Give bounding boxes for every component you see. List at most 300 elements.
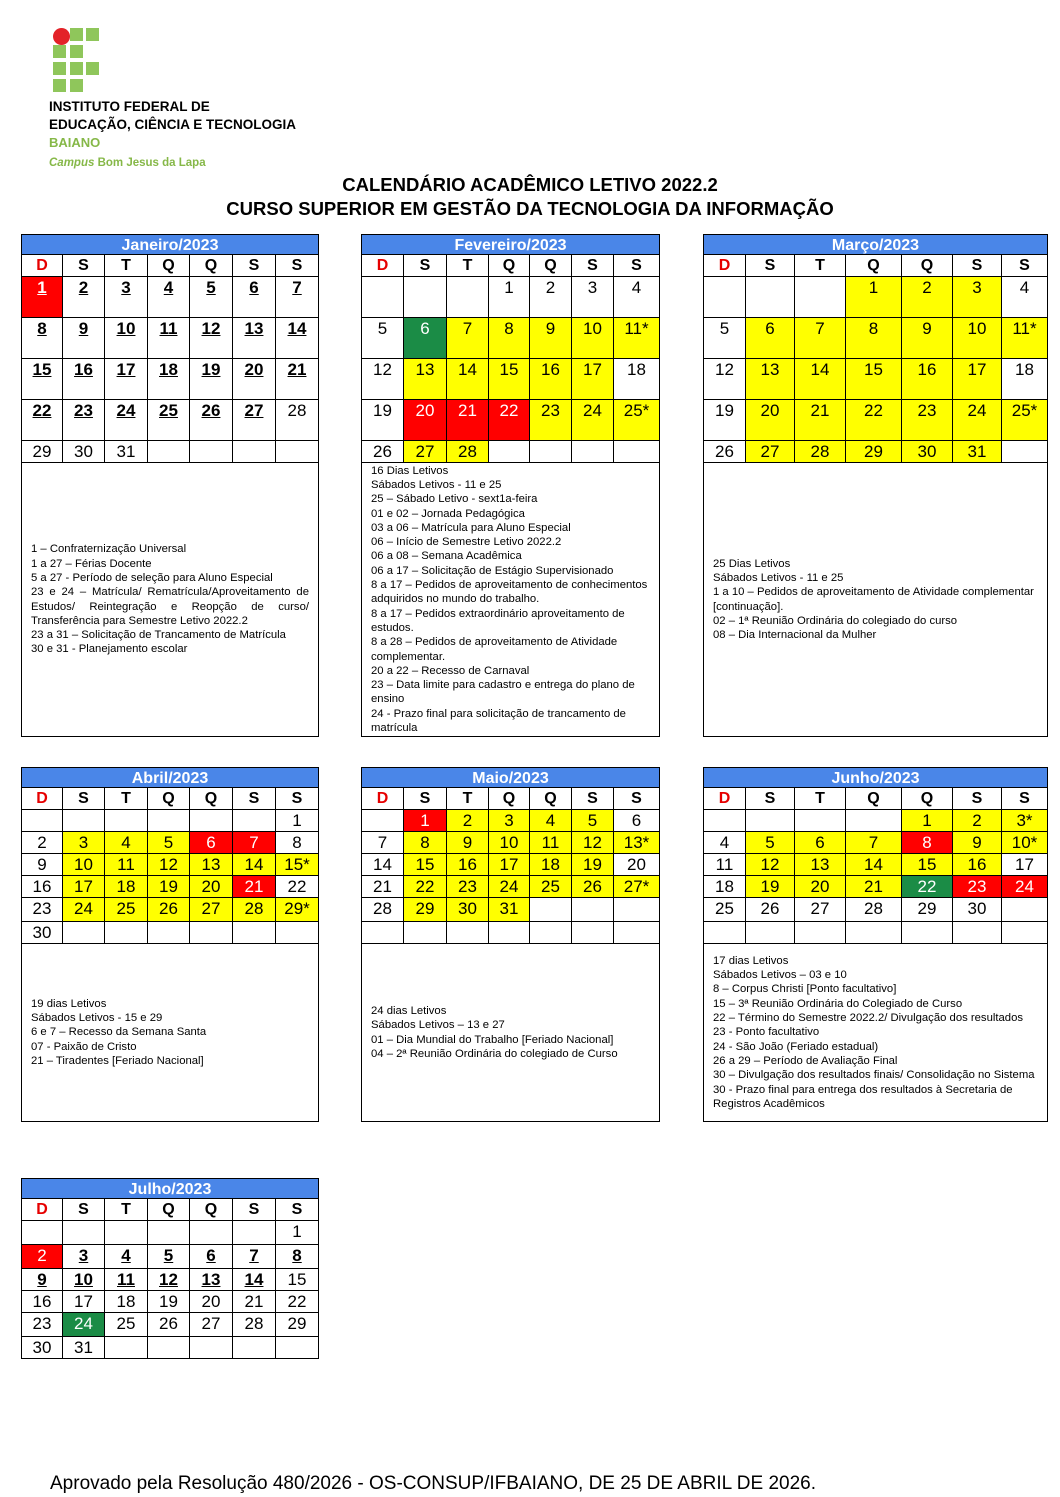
day-cell: 14 (276, 318, 319, 359)
day-cell: 11 (105, 854, 148, 876)
approval-footer: Aprovado pela Resolução 480/2026 - OS-CONSUP/IFBAIANO, DE 25 DE ABRIL DE 2026. (50, 1473, 817, 1494)
day-cell: 5 (572, 810, 614, 832)
note-line: 8 a 17 – Pedidos extraordinário aproveitamento de estudos. (371, 607, 628, 634)
note-line: 01 – Dia Mundial do Trabalho [Feriado Nacional] (371, 1033, 614, 1046)
note-line: 23 - Ponto facultativo (713, 1026, 820, 1039)
note-line: 24 - São João (Feriado estadual) (713, 1040, 879, 1053)
day-cell: 19 (703, 400, 746, 441)
empty-day-cell (276, 1337, 319, 1359)
day-cell: 1 (404, 810, 447, 832)
weekday-header: Q (902, 788, 953, 810)
day-cell: 4 (530, 810, 572, 832)
day-cell: 1 (276, 810, 319, 832)
day-cell: 6 (795, 832, 846, 854)
note-line: 01 e 02 – Jornada Pedagógica (371, 507, 525, 520)
empty-day-cell (572, 441, 614, 463)
note-line: 15 – 3ª Reunião Ordinária do Colegiado de Curso (713, 997, 963, 1010)
empty-day-cell (795, 922, 846, 944)
day-cell: 11* (1002, 318, 1048, 359)
day-cell: 16 (953, 854, 1002, 876)
day-cell: 10 (953, 318, 1002, 359)
day-cell: 10 (63, 854, 105, 876)
day-cell: 8 (902, 832, 953, 854)
weekday-header: D (361, 788, 404, 810)
day-cell: 10 (572, 318, 614, 359)
weekday-header: S (614, 255, 660, 277)
empty-day-cell (614, 922, 660, 944)
day-cell: 24 (63, 1313, 105, 1337)
day-cell: 6 (190, 832, 233, 854)
empty-day-cell (746, 277, 795, 318)
day-cell: 22 (404, 876, 447, 898)
day-cell: 20 (233, 359, 276, 400)
day-cell: 10* (1002, 832, 1048, 854)
weekday-header: Q (148, 788, 190, 810)
day-cell: 18 (105, 876, 148, 898)
day-cell: 6 (746, 318, 795, 359)
day-cell: 17 (1002, 854, 1048, 876)
weekday-header: S (404, 255, 447, 277)
day-cell: 10 (63, 1269, 105, 1291)
month-header: Janeiro/2023 (21, 234, 319, 255)
weekday-header: Q (489, 255, 530, 277)
day-cell: 12 (148, 1269, 190, 1291)
note-line: 24 dias Letivos (371, 1004, 447, 1017)
day-cell: 19 (190, 359, 233, 400)
day-cell: 22 (21, 400, 63, 441)
day-cell: 3 (63, 1245, 105, 1269)
empty-day-cell (902, 922, 953, 944)
day-cell: 5 (148, 832, 190, 854)
day-cell: 20 (746, 400, 795, 441)
day-cell: 25 (105, 898, 148, 922)
weekday-header: S (746, 255, 795, 277)
day-cell: 2 (21, 1245, 63, 1269)
month-notes (361, 463, 660, 737)
day-cell: 4 (105, 1245, 148, 1269)
note-line: 06 a 08 – Semana Acadêmica (371, 550, 522, 563)
day-cell: 6 (614, 810, 660, 832)
weekday-header: T (105, 1199, 148, 1221)
day-cell: 4 (105, 832, 148, 854)
weekday-header: Q (846, 255, 902, 277)
day-cell: 5 (361, 318, 404, 359)
day-cell: 13 (190, 1269, 233, 1291)
weekday-header: D (703, 255, 746, 277)
note-line: 1 a 10 – Pedidos de aproveitamento de Atividade complementar [continuação]. (713, 586, 1038, 613)
weekday-header: S (63, 255, 105, 277)
day-cell: 1 (489, 277, 530, 318)
day-cell: 29 (404, 898, 447, 922)
empty-day-cell (1002, 898, 1048, 922)
day-cell: 19 (148, 876, 190, 898)
day-cell: 21 (233, 876, 276, 898)
weekday-header: S (614, 788, 660, 810)
weekday-header: Q (489, 788, 530, 810)
day-cell: 24 (63, 898, 105, 922)
day-cell: 11 (530, 832, 572, 854)
note-line: 25 Dias Letivos (713, 557, 791, 570)
day-cell: 17 (489, 854, 530, 876)
day-cell: 16 (63, 359, 105, 400)
day-cell: 12 (703, 359, 746, 400)
empty-day-cell (233, 922, 276, 944)
day-cell: 31 (105, 441, 148, 463)
weekday-header: Q (190, 1199, 233, 1221)
weekday-header: S (233, 255, 276, 277)
note-line: 8 a 28 – Pedidos de aproveitamento de Atividade complementar. (371, 636, 621, 663)
day-cell: 1 (21, 277, 63, 318)
day-cell: 21 (233, 1291, 276, 1313)
day-cell: 9 (447, 832, 489, 854)
note-line: 08 – Dia Internacional da Mulher (713, 629, 877, 642)
day-cell: 28 (846, 898, 902, 922)
day-cell: 15 (276, 1269, 319, 1291)
empty-day-cell (795, 810, 846, 832)
month-header: Março/2023 (703, 234, 1048, 255)
day-cell: 14 (795, 359, 846, 400)
day-cell: 7 (233, 832, 276, 854)
empty-day-cell (21, 1221, 63, 1245)
day-cell: 20 (614, 854, 660, 876)
day-cell: 3 (105, 277, 148, 318)
day-cell: 25 (148, 400, 190, 441)
day-cell: 29 (902, 898, 953, 922)
day-cell: 18 (530, 854, 572, 876)
day-cell: 9 (530, 318, 572, 359)
day-cell: 17 (63, 876, 105, 898)
day-cell: 13 (233, 318, 276, 359)
day-cell: 15 (489, 359, 530, 400)
weekday-header: T (105, 255, 148, 277)
empty-day-cell (361, 922, 404, 944)
day-cell: 8 (276, 1245, 319, 1269)
day-cell: 26 (148, 1313, 190, 1337)
day-cell: 27 (795, 898, 846, 922)
campus-label (49, 155, 206, 172)
note-line: Sábados Letivos – 13 e 27 (371, 1019, 505, 1032)
day-cell: 8 (846, 318, 902, 359)
day-cell: 5 (746, 832, 795, 854)
institution-line-2: EDUCAÇÃO, CIÊNCIA E TECNOLOGIA (49, 117, 297, 132)
weekday-header: S (276, 255, 319, 277)
day-cell: 2 (530, 277, 572, 318)
note-line: 23 e 24 – Matrícula/ Rematrícula/Aproveitamento de Estudos/ Reintegração e Reopção de curso/ Transferência para Semestre Letivo 2022.2 (31, 586, 313, 627)
empty-day-cell (530, 922, 572, 944)
empty-day-cell (703, 277, 746, 318)
day-cell: 29 (21, 441, 63, 463)
month-header: Fevereiro/2023 (361, 234, 660, 255)
day-cell: 29 (276, 1313, 319, 1337)
day-cell: 27* (614, 876, 660, 898)
day-cell: 7 (233, 1245, 276, 1269)
day-cell: 6 (233, 277, 276, 318)
weekday-header: T (447, 788, 489, 810)
day-cell: 18 (1002, 359, 1048, 400)
day-cell: 4 (148, 277, 190, 318)
day-cell: 20 (190, 1291, 233, 1313)
empty-day-cell (63, 1221, 105, 1245)
note-line: 30 – Divulgação dos resultados finais/ Consolidação no Sistema (713, 1069, 1035, 1082)
empty-day-cell (746, 922, 795, 944)
day-cell: 19 (572, 854, 614, 876)
empty-day-cell (233, 1221, 276, 1245)
page-subtitle: CURSO SUPERIOR EM GESTÃO DA TECNOLOGIA DA INFORMAÇÃO (226, 198, 834, 219)
weekday-header: D (361, 255, 404, 277)
day-cell: 25 (703, 898, 746, 922)
day-cell: 11 (703, 854, 746, 876)
day-cell: 2 (21, 832, 63, 854)
empty-day-cell (105, 922, 148, 944)
empty-day-cell (105, 810, 148, 832)
day-cell: 14 (361, 854, 404, 876)
day-cell: 20 (404, 400, 447, 441)
day-cell: 4 (703, 832, 746, 854)
weekday-header: T (795, 788, 846, 810)
day-cell: 9 (902, 318, 953, 359)
day-cell: 6 (190, 1245, 233, 1269)
weekday-header: S (63, 1199, 105, 1221)
day-cell: 8 (404, 832, 447, 854)
note-line: 26 a 29 – Período de Avaliação Final (713, 1054, 898, 1067)
empty-day-cell (361, 810, 404, 832)
note-line: 06 a 17 – Solicitação de Estágio Supervisionado (371, 564, 614, 577)
day-cell: 28 (361, 898, 404, 922)
month-header: Maio/2023 (361, 767, 660, 788)
day-cell: 19 (361, 400, 404, 441)
day-cell: 5 (148, 1245, 190, 1269)
note-line: 6 e 7 – Recesso da Semana Santa (31, 1026, 207, 1039)
day-cell: 2 (447, 810, 489, 832)
day-cell: 18 (614, 359, 660, 400)
day-cell: 18 (105, 1291, 148, 1313)
empty-day-cell (276, 922, 319, 944)
day-cell: 23 (21, 1313, 63, 1337)
empty-day-cell (190, 1221, 233, 1245)
note-line: 24 - Prazo final para solicitação de trancamento de matrícula (371, 707, 630, 735)
day-cell: 11* (614, 318, 660, 359)
day-cell: 1 (846, 277, 902, 318)
note-line: 02 – 1ª Reunião Ordinária do colegiado do curso (713, 614, 958, 627)
note-line: 5 a 27 - Período de seleção para Aluno Especial (31, 571, 273, 584)
day-cell: 31 (953, 441, 1002, 463)
empty-day-cell (530, 898, 572, 922)
note-line: 1 a 27 – Férias Docente (31, 557, 152, 570)
day-cell: 28 (233, 898, 276, 922)
day-cell: 2 (902, 277, 953, 318)
day-cell: 15 (846, 359, 902, 400)
weekday-header: Q (148, 255, 190, 277)
day-cell: 4 (1002, 277, 1048, 318)
day-cell: 18 (703, 876, 746, 898)
day-cell: 28 (447, 441, 489, 463)
day-cell: 17 (953, 359, 1002, 400)
day-cell: 26 (148, 898, 190, 922)
day-cell: 23 (953, 876, 1002, 898)
day-cell: 16 (530, 359, 572, 400)
weekday-header: T (795, 255, 846, 277)
empty-day-cell (1002, 441, 1048, 463)
logo-red-dot (53, 28, 70, 45)
day-cell: 23 (530, 400, 572, 441)
day-cell: 30 (447, 898, 489, 922)
day-cell: 27 (190, 898, 233, 922)
day-cell: 28 (795, 441, 846, 463)
day-cell: 16 (447, 854, 489, 876)
empty-day-cell (614, 898, 660, 922)
empty-day-cell (233, 441, 276, 463)
empty-day-cell (105, 1337, 148, 1359)
weekday-header: T (105, 788, 148, 810)
day-cell: 29* (276, 898, 319, 922)
note-line: 19 dias Letivos (31, 997, 107, 1010)
weekday-header: S (953, 788, 1002, 810)
day-cell: 5 (703, 318, 746, 359)
day-cell: 25 (530, 876, 572, 898)
day-cell: 13 (795, 854, 846, 876)
note-line: 22 – Término do Semestre 2022.2/ Divulgação dos resultados (713, 1012, 1024, 1025)
empty-day-cell (190, 1337, 233, 1359)
note-line: Sábados Letivos - 15 e 29 (31, 1012, 163, 1025)
day-cell: 24 (953, 400, 1002, 441)
empty-day-cell (489, 922, 530, 944)
day-cell: 1 (276, 1221, 319, 1245)
day-cell: 27 (190, 1313, 233, 1337)
weekday-header: S (1002, 255, 1048, 277)
day-cell: 15* (276, 854, 319, 876)
empty-day-cell (572, 922, 614, 944)
note-line: Sábados Letivos – 03 e 10 (713, 969, 847, 982)
note-line: 25 – Sábado Letivo - sext1a-feira (371, 493, 538, 506)
day-cell: 7 (361, 832, 404, 854)
day-cell: 6 (404, 318, 447, 359)
day-cell: 27 (233, 400, 276, 441)
day-cell: 28 (233, 1313, 276, 1337)
day-cell: 12 (746, 854, 795, 876)
day-cell: 4 (614, 277, 660, 318)
empty-day-cell (846, 810, 902, 832)
note-line: 03 a 06 – Matrícula para Aluno Especial (371, 521, 571, 534)
day-cell: 21 (846, 876, 902, 898)
note-line: 20 a 22 – Recesso de Carnaval (371, 664, 530, 677)
day-cell: 30 (21, 1337, 63, 1359)
day-cell: 25* (614, 400, 660, 441)
day-cell: 22 (846, 400, 902, 441)
weekday-header: Q (530, 255, 572, 277)
note-line: 23 – Data limite para cadastro e entrega do plano de ensino (371, 679, 638, 706)
note-line: 17 dias Letivos (713, 954, 789, 967)
weekday-header: S (233, 1199, 276, 1221)
empty-day-cell (953, 922, 1002, 944)
day-cell: 22 (276, 876, 319, 898)
month-header: Abril/2023 (21, 767, 319, 788)
empty-day-cell (190, 922, 233, 944)
empty-day-cell (63, 810, 105, 832)
empty-day-cell (190, 441, 233, 463)
weekday-header: S (1002, 788, 1048, 810)
day-cell: 18 (148, 359, 190, 400)
day-cell: 7 (795, 318, 846, 359)
day-cell: 15 (21, 359, 63, 400)
day-cell: 21 (276, 359, 319, 400)
empty-day-cell (148, 810, 190, 832)
note-line: 8 a 17 – Pedidos de aproveitamento de conhecimentos adquiridos no mundo do trabalho. (371, 579, 651, 606)
day-cell: 9 (953, 832, 1002, 854)
page-title: CALENDÁRIO ACADÊMICO LETIVO 2022.2 (342, 174, 718, 195)
note-line: 04 – 2ª Reunião Ordinária do colegiado de Curso (371, 1047, 618, 1060)
day-cell: 17 (105, 359, 148, 400)
day-cell: 8 (276, 832, 319, 854)
weekday-header: Q (530, 788, 572, 810)
note-line: Sábados Letivos - 11 e 25 (371, 478, 502, 491)
day-cell: 11 (148, 318, 190, 359)
note-line: 16 Dias Letivos (371, 464, 449, 477)
day-cell: 13 (190, 854, 233, 876)
weekday-header: D (21, 1199, 63, 1221)
empty-day-cell (1002, 922, 1048, 944)
weekday-header: S (233, 788, 276, 810)
day-cell: 26 (190, 400, 233, 441)
empty-day-cell (614, 441, 660, 463)
weekday-header: Q (148, 1199, 190, 1221)
note-line: 1 – Confraternização Universal (31, 543, 187, 556)
campus-prefix: Campus (49, 157, 95, 169)
empty-day-cell (276, 441, 319, 463)
day-cell: 20 (795, 876, 846, 898)
day-cell: 24 (1002, 876, 1048, 898)
weekday-header: D (703, 788, 746, 810)
day-cell: 22 (276, 1291, 319, 1313)
day-cell: 17 (572, 359, 614, 400)
note-line: 23 a 31 – Solicitação de Trancamento de Matrícula (31, 629, 286, 642)
day-cell: 15 (902, 854, 953, 876)
day-cell: 9 (21, 1269, 63, 1291)
day-cell: 3 (63, 832, 105, 854)
day-cell: 30 (21, 922, 63, 944)
weekday-header: S (404, 788, 447, 810)
day-cell: 12 (572, 832, 614, 854)
empty-day-cell (233, 1337, 276, 1359)
empty-day-cell (148, 1221, 190, 1245)
day-cell: 8 (21, 318, 63, 359)
day-cell: 23 (21, 898, 63, 922)
empty-day-cell (190, 810, 233, 832)
day-cell: 7 (846, 832, 902, 854)
day-cell: 13 (746, 359, 795, 400)
empty-day-cell (148, 441, 190, 463)
note-line: 8 – Corpus Christi [Ponto facultativo] (713, 983, 897, 996)
empty-day-cell (21, 810, 63, 832)
day-cell: 24 (105, 400, 148, 441)
empty-day-cell (572, 898, 614, 922)
weekday-header: S (746, 788, 795, 810)
institution-line-3: BAIANO (49, 135, 101, 150)
weekday-header: S (572, 788, 614, 810)
note-line: 30 e 31 - Planejamento escolar (31, 643, 188, 656)
day-cell: 9 (21, 854, 63, 876)
weekday-header: Q (902, 255, 953, 277)
day-cell: 26 (361, 441, 404, 463)
day-cell: 3 (572, 277, 614, 318)
weekday-header: D (21, 255, 63, 277)
day-cell: 21 (447, 400, 489, 441)
day-cell: 14 (233, 1269, 276, 1291)
month-notes (703, 944, 1048, 1122)
day-cell: 26 (703, 441, 746, 463)
empty-day-cell (148, 1337, 190, 1359)
day-cell: 25* (1002, 400, 1048, 441)
day-cell: 26 (746, 898, 795, 922)
